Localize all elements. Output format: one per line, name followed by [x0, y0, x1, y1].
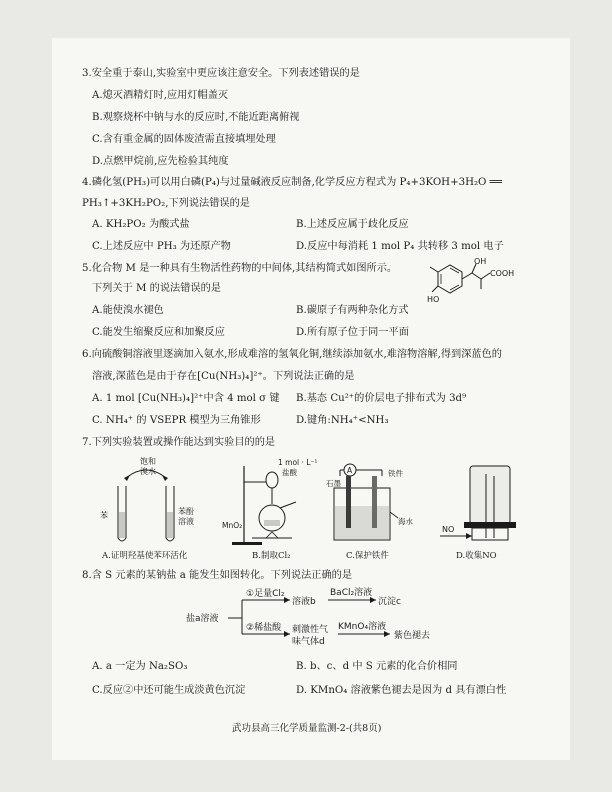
q7-label-bromine-1: 饱和	[140, 457, 156, 466]
q6-stem-line2: 溶液,深蓝色是由于存在[Cu(NH₃)₄]²⁺。下列说法正确的是	[92, 371, 355, 382]
q4-stem-line1: 4.磷化氢(PH₃)可以用白磷(P₄)与过量碱液反应制备,化学反应方程式为 P₄+3KOH+3H₂O ══	[82, 177, 502, 188]
q7-label-phenol-2: 溶液	[178, 517, 194, 526]
q8-solution-b: 溶液b	[292, 597, 316, 607]
q5-option-a: A.能使溴水褪色	[92, 305, 164, 316]
q7-label-iron: 铁件	[388, 469, 403, 478]
q7-label-hcl-1: 1 mol · L⁻¹	[278, 458, 318, 467]
q5-stem-line2: 下列关于 M 的说法错误的是	[92, 283, 221, 294]
q7-label-graphite: 石墨	[326, 479, 341, 488]
q3-option-b: B.观察烧杯中钠与水的反应时,不能近距离俯视	[92, 112, 300, 123]
q8-kmno4: KMnO₄溶液	[338, 622, 387, 632]
q6-option-d: D.键角:NH₄⁺<NH₃	[296, 415, 389, 426]
q4-option-b: B.上述反应属于歧化反应	[296, 219, 409, 230]
q7-label-hcl-2: 盐酸	[282, 468, 297, 477]
q8-conversion-diagram	[180, 586, 480, 648]
q7-caption-b: B.制取Cl₂	[252, 551, 291, 561]
q8-option-b: B. b、c、d 中 S 元素的化合价相同	[296, 661, 458, 672]
q8-stem: 8.含 S 元素的某钠盐 a 能发生如图转化。下列说法正确的是	[82, 570, 353, 581]
q7-label-no: NO	[442, 525, 455, 534]
q5-option-d: D.所有原子位于同一平面	[296, 327, 409, 338]
q7-caption-d: D.收集NO	[456, 551, 497, 561]
q3-stem: 3.安全重于泰山,实验室中更应该注意安全。下列表述错误的是	[82, 68, 360, 79]
q8-option-d: D. KMnO₄ 溶液紫色褪去是因为 d 具有漂白性	[296, 685, 507, 696]
q7-label-mno2: MnO₂	[222, 521, 243, 530]
q8-option-a: A. a 一定为 Na₂SO₃	[92, 661, 188, 672]
q7-apparatus-a	[86, 456, 206, 548]
q8-option-c: C.反应②中还可能生成淡黄色沉淀	[92, 685, 246, 696]
q6-option-b: B.基态 Cu²⁺的价层电子排布式为 3d⁹	[296, 393, 467, 404]
q8-bacl2: BaCl₂溶液	[330, 588, 373, 598]
q7-apparatus-d	[438, 462, 534, 548]
q7-label-seawater: 海水	[398, 517, 413, 526]
q6-option-c: C. NH₄⁺ 的 VSEPR 模型为三角锥形	[92, 415, 261, 426]
q8-salt-a: 盐a溶液	[186, 614, 219, 624]
q5-option-c: C.能发生缩聚反应和加聚反应	[92, 327, 225, 338]
q6-stem-line1: 6.向硫酸铜溶液里逐滴加入氨水,形成难溶的氢氧化铜,继续添加氨水,难溶物溶解,得到深蓝色的	[82, 349, 502, 360]
q8-step2-reagent: ②稀盐酸	[246, 623, 282, 633]
q3-option-d: D.点燃甲烷前,应先检验其纯度	[92, 156, 229, 167]
q4-stem-line2: PH₃↑+3KH₂PO₂,下列说法错误的是	[82, 198, 250, 209]
q5-struct-cooh: COOH	[490, 269, 515, 278]
q4-option-a: A. KH₂PO₂ 为酸式盐	[92, 219, 190, 230]
q7-apparatus-c	[326, 462, 426, 548]
q3-option-c: C.含有重金属的固体废渣需直接填埋处理	[92, 134, 276, 145]
q6-option-a: A. 1 mol [Cu(NH₃)₄]²⁺中含 4 mol σ 键	[92, 393, 280, 404]
q8-step1-reagent: ①足量Cl₂	[246, 589, 285, 599]
q5-stem-line1: 5.化合物 M 是一种具有生物活性药物的中间体,其结构简式如图所示。	[82, 263, 398, 274]
q4-option-c: C.上述反应中 PH₃ 为还原产物	[92, 241, 231, 252]
q7-label-phenol-1: 苯酚	[178, 507, 194, 516]
q8-gas-d-2: 味气体d	[292, 637, 325, 647]
q7-apparatus-b	[222, 456, 322, 548]
q8-precip-c: 沉淀c	[378, 597, 401, 607]
q8-fade: 紫色褪去	[394, 631, 431, 641]
q7-label-benzene: 苯	[100, 511, 108, 520]
q3-option-a: A.熄灭酒精灯时,应用灯帽盖灭	[92, 90, 229, 101]
q8-gas-d-1: 刺激性气	[292, 625, 329, 635]
q5-structure-diagram	[424, 256, 524, 306]
q4-option-d: D.反应中每消耗 1 mol P₄ 共转移 3 mol 电子	[296, 241, 504, 252]
q5-option-b: B.碳原子有两种杂化方式	[296, 305, 409, 316]
q7-caption-a: A.证明羟基使苯环活化	[102, 551, 188, 561]
q5-struct-ho: HO	[427, 295, 440, 304]
q7-caption-c: C.保护铁件	[346, 551, 389, 561]
q7-label-bromine-2: 溴水	[140, 467, 156, 476]
q7-label-ammeter: A	[347, 466, 353, 475]
q7-stem: 7.下列实验装置或操作能达到实验目的的是	[82, 437, 276, 448]
q5-struct-oh-top: OH	[474, 257, 487, 266]
page-footer: 武功县高三化学质量监测-2-(共8页)	[232, 723, 382, 734]
